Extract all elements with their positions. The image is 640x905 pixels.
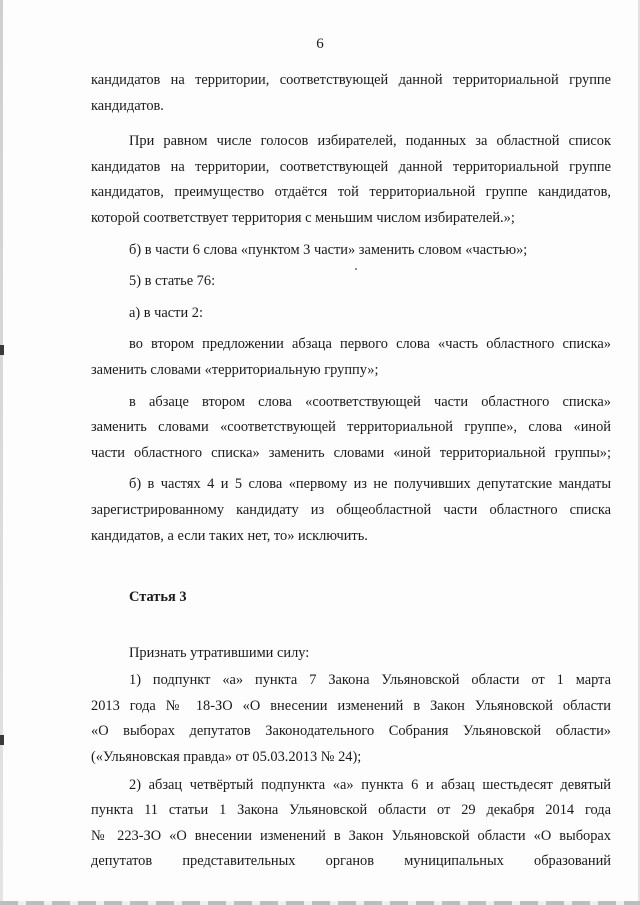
paragraph-line: 5) в статье 76: xyxy=(129,273,216,290)
article-line: Признать утратившими силу: xyxy=(129,644,310,661)
scan-left-edge xyxy=(0,0,3,905)
paragraph-gap xyxy=(91,119,611,129)
article-line: № 223-ЗО «О внесении изменений в Закон Ульяновской области «О выборах xyxy=(91,827,611,844)
paragraph-line: кандидатов на территории, соответствующей данной территориальной группе xyxy=(91,158,611,175)
paragraph-line: во втором предложении абзаца первого слова «часть областного списка» xyxy=(129,336,611,353)
paragraph-line: которой соответствует территория с меньшим числом избирателей.»; xyxy=(91,209,515,226)
paragraph-line: заменить словами «соответствующей территориальной группе», слова «иной xyxy=(91,419,611,436)
binding-mark xyxy=(0,735,4,745)
article-line: депутатов представительных органов муниципальных образований xyxy=(91,853,611,870)
paragraph-line: зарегистрированному кандидату из общеобластной части областного списка xyxy=(91,501,611,518)
paragraph-line: в абзаце втором слова «соответствующей части областного списка» xyxy=(129,393,611,410)
binding-mark xyxy=(0,345,4,355)
paragraph-line: кандидатов, преимущество отдаётся той территориальной группе кандидатов, xyxy=(91,184,611,201)
article-line: 2013 года № 18-ЗО «О внесении изменений в Закон Ульяновской области xyxy=(91,697,611,714)
article-line: 1) подпункт «а» пункта 7 Закона Ульяновской области от 1 марта xyxy=(129,672,611,689)
article-heading: Статья 3 xyxy=(129,589,187,606)
paragraph-line: б) в частях 4 и 5 слова «первому из не получивших депутатские мандаты xyxy=(129,476,611,493)
paragraph-line: части областного списка» заменить словами «иной территориальной группы»; xyxy=(91,444,611,461)
paragraph-line: а) в части 2: xyxy=(129,304,203,321)
paragraph-line: кандидатов на территории, соответствующей данной территориальной группе xyxy=(91,72,611,88)
paragraph-line: заменить словами «территориальную группу»; xyxy=(91,361,379,378)
paragraph-line: При равном числе голосов избирателей, поданных за областной список xyxy=(129,133,611,150)
article-line: 2) абзац четвёртый подпункта «а» пункта 6 и абзац шестьдесят девятый xyxy=(129,776,611,793)
article-line: пункта 11 статьи 1 Закона Ульяновской области от 29 декабря 2014 года xyxy=(91,802,611,819)
paragraph-line: кандидатов, а если таких нет, то» исключить. xyxy=(91,527,368,544)
article-line: («Ульяновская правда» от 05.03.2013 № 24); xyxy=(91,749,362,766)
scan-bottom-edge xyxy=(0,901,640,905)
document-body xyxy=(91,68,611,875)
page-number: 6 xyxy=(316,36,324,52)
paragraph-line: кандидатов. xyxy=(91,97,164,114)
article-line: «О выборах депутатов Законодательного Собрания Ульяновской области» xyxy=(91,723,611,740)
paragraph-line: б) в части 6 слова «пунктом 3 части» заменить словом «частью»; xyxy=(129,241,528,258)
